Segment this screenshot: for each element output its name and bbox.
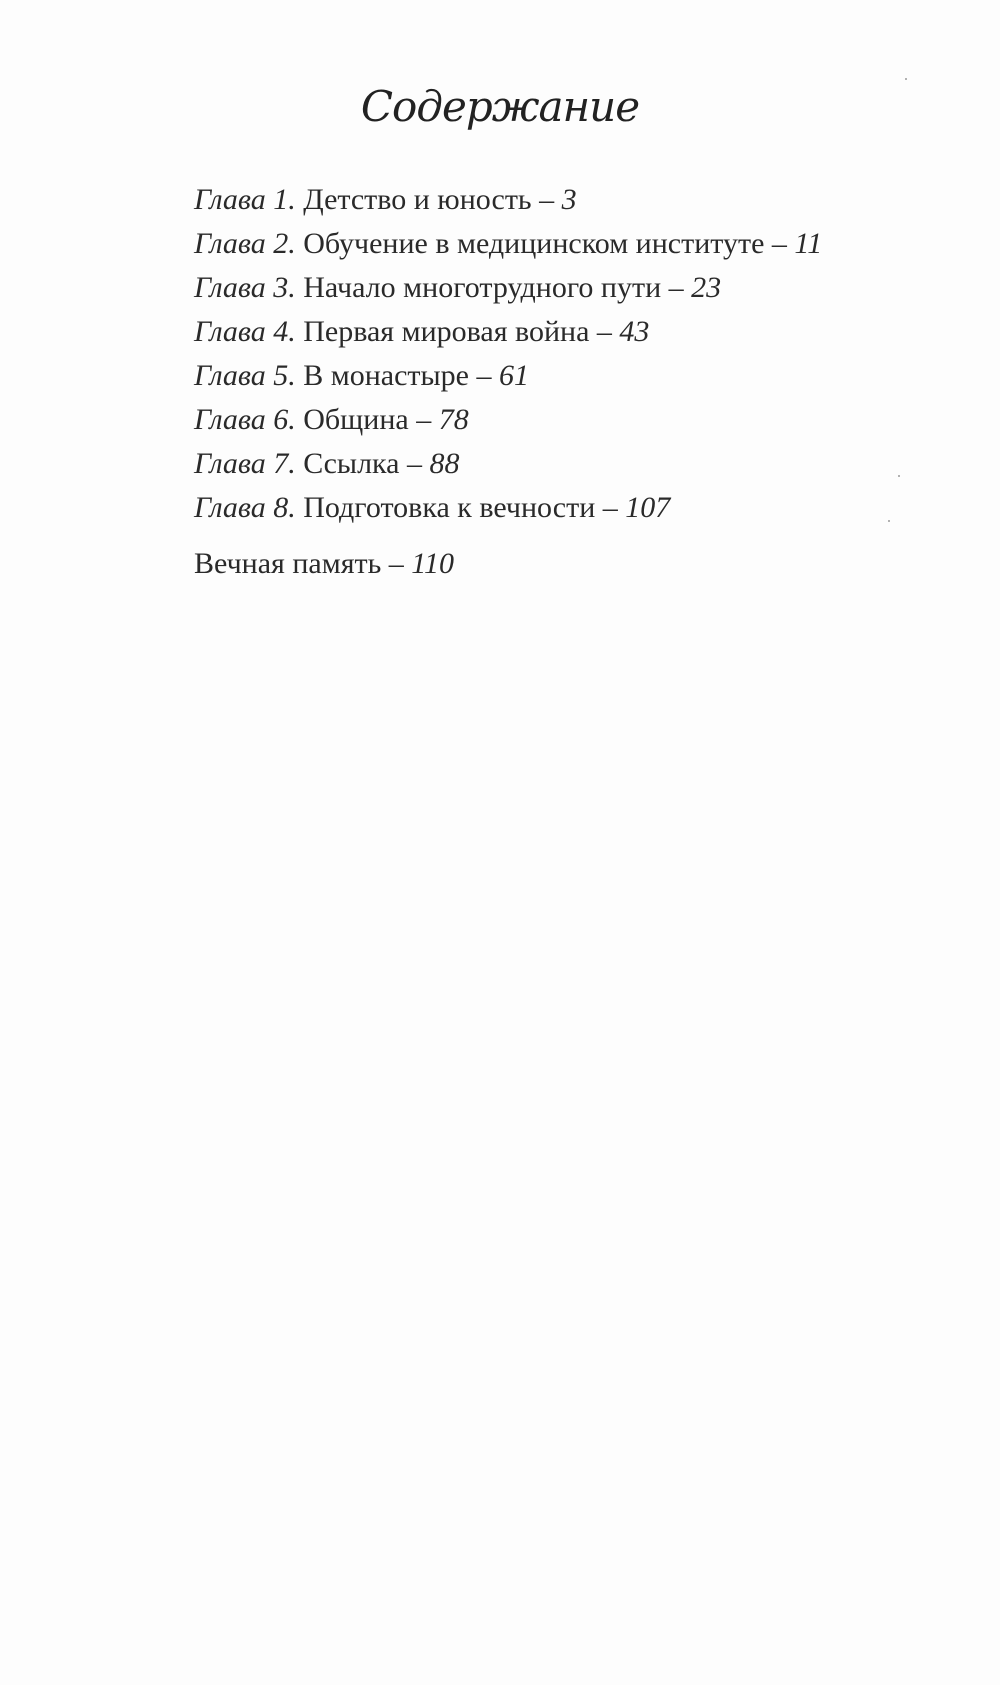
chapter-label: Глава 8. <box>194 491 296 524</box>
separator: – <box>408 403 439 436</box>
chapter-label: Глава 2. <box>194 227 296 260</box>
chapter-label: Глава 6. <box>194 403 296 436</box>
separator: – <box>399 447 430 480</box>
separator: – <box>661 271 692 304</box>
separator: – <box>764 227 795 260</box>
page-number: 78 <box>438 403 469 436</box>
separator: – <box>531 183 562 216</box>
page-number: 88 <box>429 447 460 480</box>
toc-entry-chapter-2 <box>194 222 822 266</box>
toc-entry-eternal-memory <box>194 542 822 586</box>
page-number: 3 <box>561 183 577 216</box>
chapter-label: Глава 1. <box>194 183 296 216</box>
toc-entry-chapter-8 <box>194 486 822 530</box>
page-number: 110 <box>411 547 455 580</box>
chapter-label: Глава 7. <box>194 447 296 480</box>
chapter-title: Подготовка к вечности <box>303 491 596 524</box>
page-number: 107 <box>625 491 671 524</box>
page-title: Содержание <box>360 82 640 131</box>
section-title: Вечная память <box>194 547 382 580</box>
chapter-title: Детство и юность <box>303 183 532 216</box>
page-number: 11 <box>794 227 823 260</box>
toc-entry-chapter-5 <box>194 354 822 398</box>
paper-speck <box>905 78 907 80</box>
chapter-label: Глава 4. <box>194 315 296 348</box>
chapter-label: Глава 5. <box>194 359 296 392</box>
chapter-title: В монастыре <box>303 359 469 392</box>
toc-entry-chapter-7 <box>194 442 822 486</box>
chapter-title: Община <box>303 403 409 436</box>
chapter-title: Первая мировая война <box>303 315 590 348</box>
chapter-label: Глава 3. <box>194 271 296 304</box>
page-number: 43 <box>619 315 650 348</box>
separator: – <box>469 359 499 392</box>
chapter-title: Начало многотрудного пути <box>303 271 662 304</box>
page-number: 23 <box>691 271 722 304</box>
toc-entry-chapter-3 <box>194 266 822 310</box>
separator: – <box>589 315 620 348</box>
toc-entry-chapter-4 <box>194 310 822 354</box>
toc-entry-chapter-6 <box>194 398 822 442</box>
chapter-title: Обучение в медицинском институте <box>303 227 765 260</box>
toc-entry-chapter-1 <box>194 178 822 222</box>
separator: – <box>381 547 412 580</box>
chapter-title: Ссылка <box>303 447 400 480</box>
paper-speck <box>888 520 890 522</box>
paper-speck <box>898 475 900 477</box>
page-number: 61 <box>499 359 529 392</box>
separator: – <box>595 491 626 524</box>
table-of-contents <box>194 178 822 586</box>
